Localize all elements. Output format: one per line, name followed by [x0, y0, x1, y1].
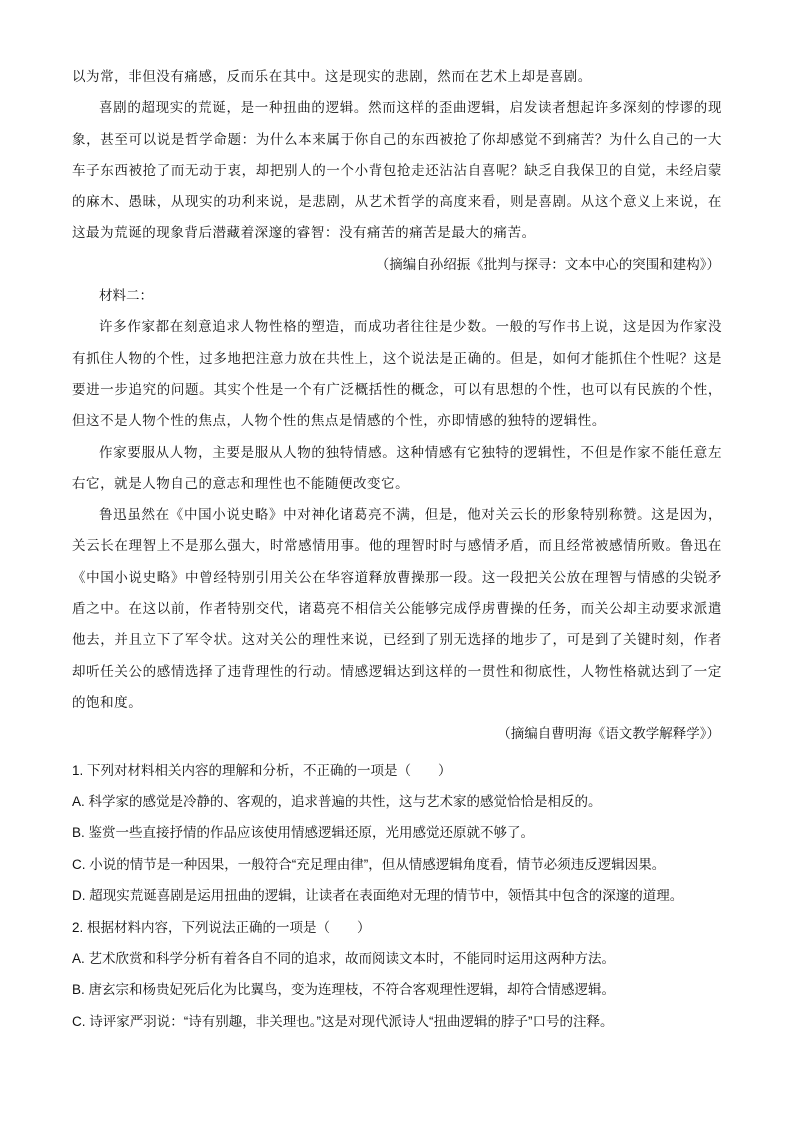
material-two-heading: 材料二：	[99, 288, 153, 305]
source-citation-two: （摘编自曹明海《语文教学解释学》）	[497, 726, 720, 743]
question-1-option-b: B. 鉴赏一些直接抒情的作品应该使用情感逻辑还原，光用感觉还原就不够了。	[72, 825, 535, 841]
question-2-option-c: C. 诗评家严羽说：“诗有别趣，非关理也。”这是对现代派诗人“扭曲逻辑的脖子”口号的注释。	[72, 1013, 614, 1029]
question-2-option-a: A. 艺术欣赏和科学分析有着各自不同的追求，故而阅读文本时，不能同时运用这两种方法。	[72, 950, 616, 966]
paragraph-material-one-tail: 以为常，非但没有痛感，反而乐在其中。这是现实的悲剧，然而在艺术上却是喜剧。	[72, 69, 592, 85]
question-1-option-d: D. 超现实荒诞喜剧是运用扭曲的逻辑，让读者在表面绝对无理的情节中，领悟其中包含的深邃的道理。	[72, 888, 684, 904]
paragraph-comedy-logic: 喜剧的超现实的荒诞，是一种扭曲的逻辑。然而这样的歪曲逻辑，启发读者想起许多深刻的悖谬的现象，甚至可以说是哲学命题：为什么本来属于你自己的东西被抢了你却感觉不到痛苦？为什么自己的一大车子东西被抢了而无动于衷，却把别人的一个小背包抢走还沾沾自喜呢？缺乏自我保卫的自觉，未经启蒙的麻木、愚昧，从现实的功利来说，是悲剧，从艺术哲学的高度来看，则是喜剧。从这个意义上来说，在这最为荒诞的现象背后潜藏着深邃的睿智：没有痛苦的痛苦是最大的痛苦。	[72, 100, 722, 242]
paragraph-character-individuality: 许多作家都在刻意追求人物性格的塑造，而成功者往往是少数。一般的写作书上说，这是因为作家没有抓住人物的个性，过多地把注意力放在共性上，这个说法是正确的。但是，如何才能抓住个性呢？这是要进一步追究的问题。其实个性是一个有广泛概括性的概念，可以有思想的个性，也可以有民族的个性，但这不是人物个性的焦点，人物个性的焦点是情感的个性，亦即情感的独特的逻辑性。	[72, 319, 722, 430]
question-1-stem: 1. 下列对材料相关内容的理解和分析，不正确的一项是（ ）	[72, 762, 452, 778]
paragraph-guan-yunchang: 鲁迅虽然在《中国小说史略》中对神化诸葛亮不满，但是，他对关云长的形象特别称赞。这是因为，关云长在理智上不是那么强大，时常感情用事。他的理智时时与感情矛盾，而且经常被感情所败。鲁迅在《中国小说史略》中曾经特别引用关公在华容道释放曹操那一段。这一段把关公放在理智与情感的尖锐矛盾之中。在这以前，作者特别交代，诸葛亮不相信关公能够完成俘虏曹操的任务，而关公却主动要求派遣他去，并且立下了军令状。这对关公的理性来说，已经到了别无选择的地步了，可是到了关键时刻，作者却听任关公的感情选择了违背理性的行动。情感逻辑达到这样的一贯性和彻底性，人物性格就达到了一定的饱和度。	[72, 507, 722, 711]
paragraph-author-obeys-character: 作家要服从人物，主要是服从人物的独特情感。这种情感有它独特的逻辑性，不但是作家不能任意左右它，就是人物自己的意志和理性也不能随便改变它。	[72, 444, 722, 492]
question-section	[72, 755, 722, 1038]
question-1-option-c: C. 小说的情节是一种因果，一般符合“充足理由律”，但从情感逻辑角度看，情节必须违反逻辑因果。	[72, 856, 666, 872]
question-1-option-a: A. 科学家的感觉是冷静的、客观的，追求普遍的共性，这与艺术家的感觉恰恰是相反的。	[72, 793, 602, 809]
question-2-option-b: B. 唐玄宗和杨贵妃死后化为比翼鸟，变为连理枝，不符合客观理性逻辑，却符合情感逻辑。	[72, 982, 616, 998]
document-page	[72, 62, 722, 1037]
question-2-stem: 2. 根据材料内容，下列说法正确的一项是（ ）	[72, 919, 371, 935]
source-citation-one: （摘编自孙绍振《批判与探寻：文本中心的突围和建构》）	[375, 256, 720, 273]
